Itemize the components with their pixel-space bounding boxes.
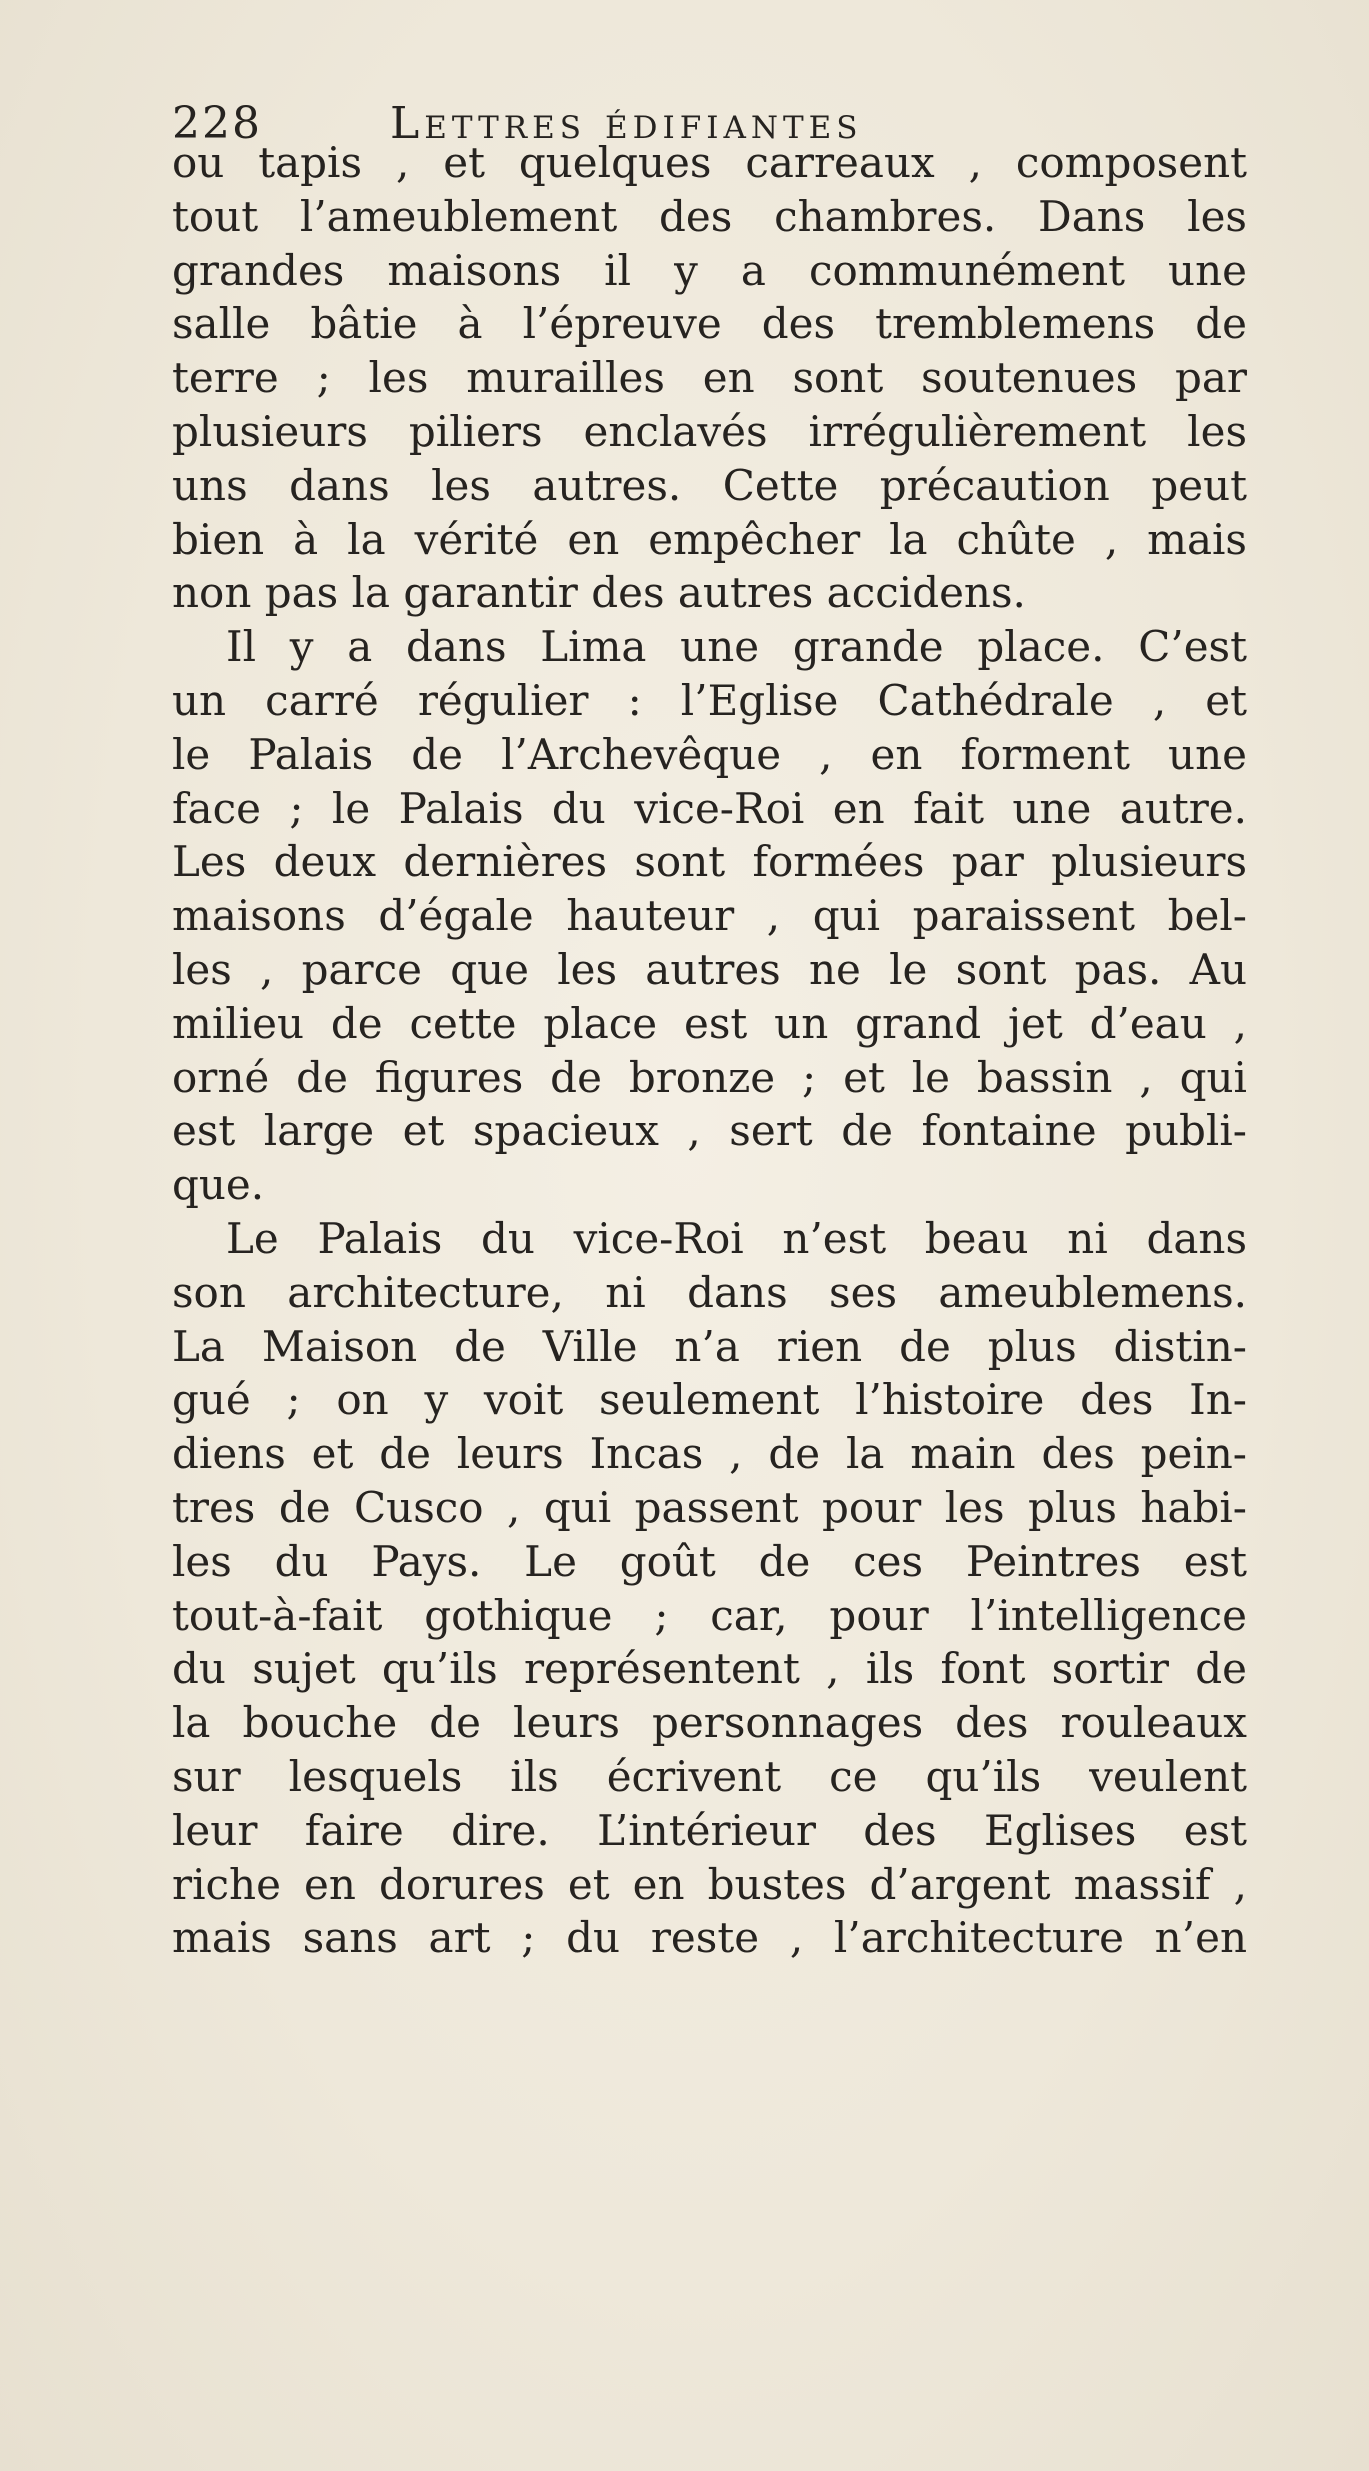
text-line: les , parce que les autres ne le sont pas. Au	[172, 944, 1247, 994]
text-line: la bouche de leurs personnages des rouleaux	[172, 1698, 1247, 1748]
text-line: que.	[172, 1160, 265, 1210]
text-line: leur faire dire. L’intérieur des Eglises est	[172, 1805, 1247, 1855]
text-line: est large et spacieux , sert de fontaine publi-	[172, 1106, 1247, 1156]
text-line: plusieurs piliers enclavés irrégulièrement les	[172, 406, 1247, 456]
text-line: La Maison de Ville n’a rien de plus distin-	[172, 1321, 1247, 1371]
text-line: salle bâtie à l’épreuve des tremblemens de	[172, 299, 1247, 349]
text-line: tres de Cusco , qui passent pour les plus habi-	[172, 1482, 1247, 1532]
text-line: grandes maisons il y a communément une	[172, 245, 1247, 295]
text-line: orné de figures de bronze ; et le bassin , qui	[172, 1052, 1247, 1102]
text-line: diens et de leurs Incas , de la main des pein-	[172, 1429, 1247, 1479]
text-line: face ; le Palais du vice-Roi en fait une autre.	[172, 783, 1247, 833]
text-line: mais sans art ; du reste , l’architecture n’en	[172, 1913, 1247, 1963]
text-line: un carré régulier : l’Eglise Cathédrale , et	[172, 675, 1247, 725]
text-line: ou tapis , et quelques carreaux , composent	[172, 138, 1247, 187]
text-line: du sujet qu’ils représentent , ils font sortir de	[172, 1644, 1247, 1694]
text-line: terre ; les murailles en sont soutenues par	[172, 353, 1247, 403]
text-line: tout l’ameublement des chambres. Dans les	[172, 191, 1247, 241]
text-line: non pas la garantir des autres accidens.	[172, 568, 1026, 618]
text-line: son architecture, ni dans ses ameublemens.	[172, 1267, 1247, 1317]
text-line: gué ; on y voit seulement l’histoire des In-	[172, 1375, 1247, 1425]
text-line: Les deux dernières sont formées par plusieurs	[172, 837, 1247, 887]
page-number: 228	[172, 98, 262, 149]
text-line: sur lesquels ils écrivent ce qu’ils veulent	[172, 1751, 1247, 1801]
body-text	[172, 136, 1247, 1965]
text-line: Le Palais du vice-Roi n’est beau ni dans	[226, 1213, 1247, 1263]
text-line: uns dans les autres. Cette précaution peut	[172, 460, 1247, 510]
text-line: les du Pays. Le goût de ces Peintres est	[172, 1536, 1247, 1586]
text-line: milieu de cette place est un grand jet d’eau ,	[172, 998, 1247, 1048]
text-line: maisons d’égale hauteur , qui paraissent bel-	[172, 891, 1247, 941]
text-line: le Palais de l’Archevêque , en forment une	[172, 729, 1247, 779]
running-title: Lettres édifiantes	[390, 98, 863, 149]
text-line: Il y a dans Lima une grande place. C’est	[226, 622, 1247, 672]
text-line: bien à la vérité en empêcher la chûte , mais	[172, 514, 1247, 564]
text-line: tout-à-fait gothique ; car, pour l’intelligence	[172, 1590, 1247, 1640]
text-line: riche en dorures et en bustes d’argent massif ,	[172, 1859, 1247, 1909]
